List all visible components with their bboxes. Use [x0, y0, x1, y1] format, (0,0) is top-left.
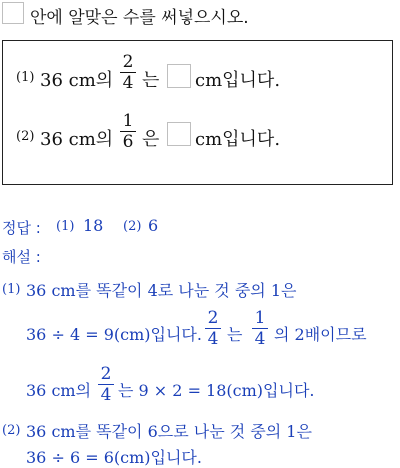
question-2-unit: cm입니다.: [195, 129, 281, 150]
question-2-number: (2): [16, 129, 35, 144]
explanation-1-line3-prefix: 36 cm의: [26, 381, 92, 400]
explanation-1-number: (1): [2, 282, 21, 297]
explanation-1-line2-particle: 는: [227, 325, 243, 344]
fraction-numerator: 2: [122, 52, 134, 72]
answer-box-icon: [2, 2, 24, 24]
question-2-answer-input[interactable]: [167, 122, 191, 146]
explanation-1-line2-calc: 36 ÷ 4 = 9(cm)입니다.: [26, 325, 202, 344]
question-1-particle: 는: [142, 70, 160, 91]
question-box: [2, 40, 393, 185]
explanation-2-line1: 36 cm를 똑같이 6으로 나눈 것 중의 1은: [26, 422, 312, 441]
fraction-numerator: 1: [254, 308, 266, 328]
explanation-1-line3-fraction: [98, 365, 114, 404]
answer-1-value: 18: [83, 216, 104, 235]
answer-2-value: 6: [148, 216, 159, 235]
question-1-answer-input[interactable]: [167, 64, 191, 88]
fraction-denominator: 6: [122, 132, 134, 153]
instruction-text: 안에 알맞은 수를 써넣으시오.: [30, 8, 249, 28]
question-1-fraction: [120, 53, 136, 92]
explanation-1-line2-fraction-a: [205, 309, 221, 348]
explanation-2-number: (2): [2, 423, 21, 438]
answer-1-number: (1): [56, 219, 75, 234]
explanation-1-line2-tail: 의 2배이므로: [274, 325, 367, 344]
explanation-1-line1: 36 cm를 똑같이 4로 나눈 것 중의 1은: [26, 281, 297, 300]
explanation-1-line3-calc: 는 9 × 2 = 18(cm)입니다.: [118, 381, 315, 400]
question-2-fraction: [120, 112, 136, 151]
fraction-numerator: 2: [207, 308, 219, 328]
question-1-number: (1): [16, 70, 35, 85]
fraction-denominator: 4: [254, 329, 266, 350]
explanation-2-line2: 36 ÷ 6 = 6(cm)입니다.: [26, 448, 202, 467]
fraction-denominator: 4: [122, 73, 134, 94]
question-2-particle: 은: [142, 129, 160, 150]
question-1-prefix: 36 cm의: [40, 70, 114, 91]
answer-2-number: (2): [123, 219, 142, 234]
fraction-numerator: 2: [100, 364, 112, 384]
explanation-label: 해설 :: [2, 248, 41, 266]
fraction-denominator: 4: [100, 385, 112, 406]
explanation-1-line2-fraction-b: [252, 309, 268, 348]
question-1-unit: cm입니다.: [195, 70, 281, 91]
answer-label: 정답 :: [2, 219, 41, 237]
question-2-prefix: 36 cm의: [40, 129, 114, 150]
fraction-denominator: 4: [207, 329, 219, 350]
fraction-numerator: 1: [122, 111, 134, 131]
